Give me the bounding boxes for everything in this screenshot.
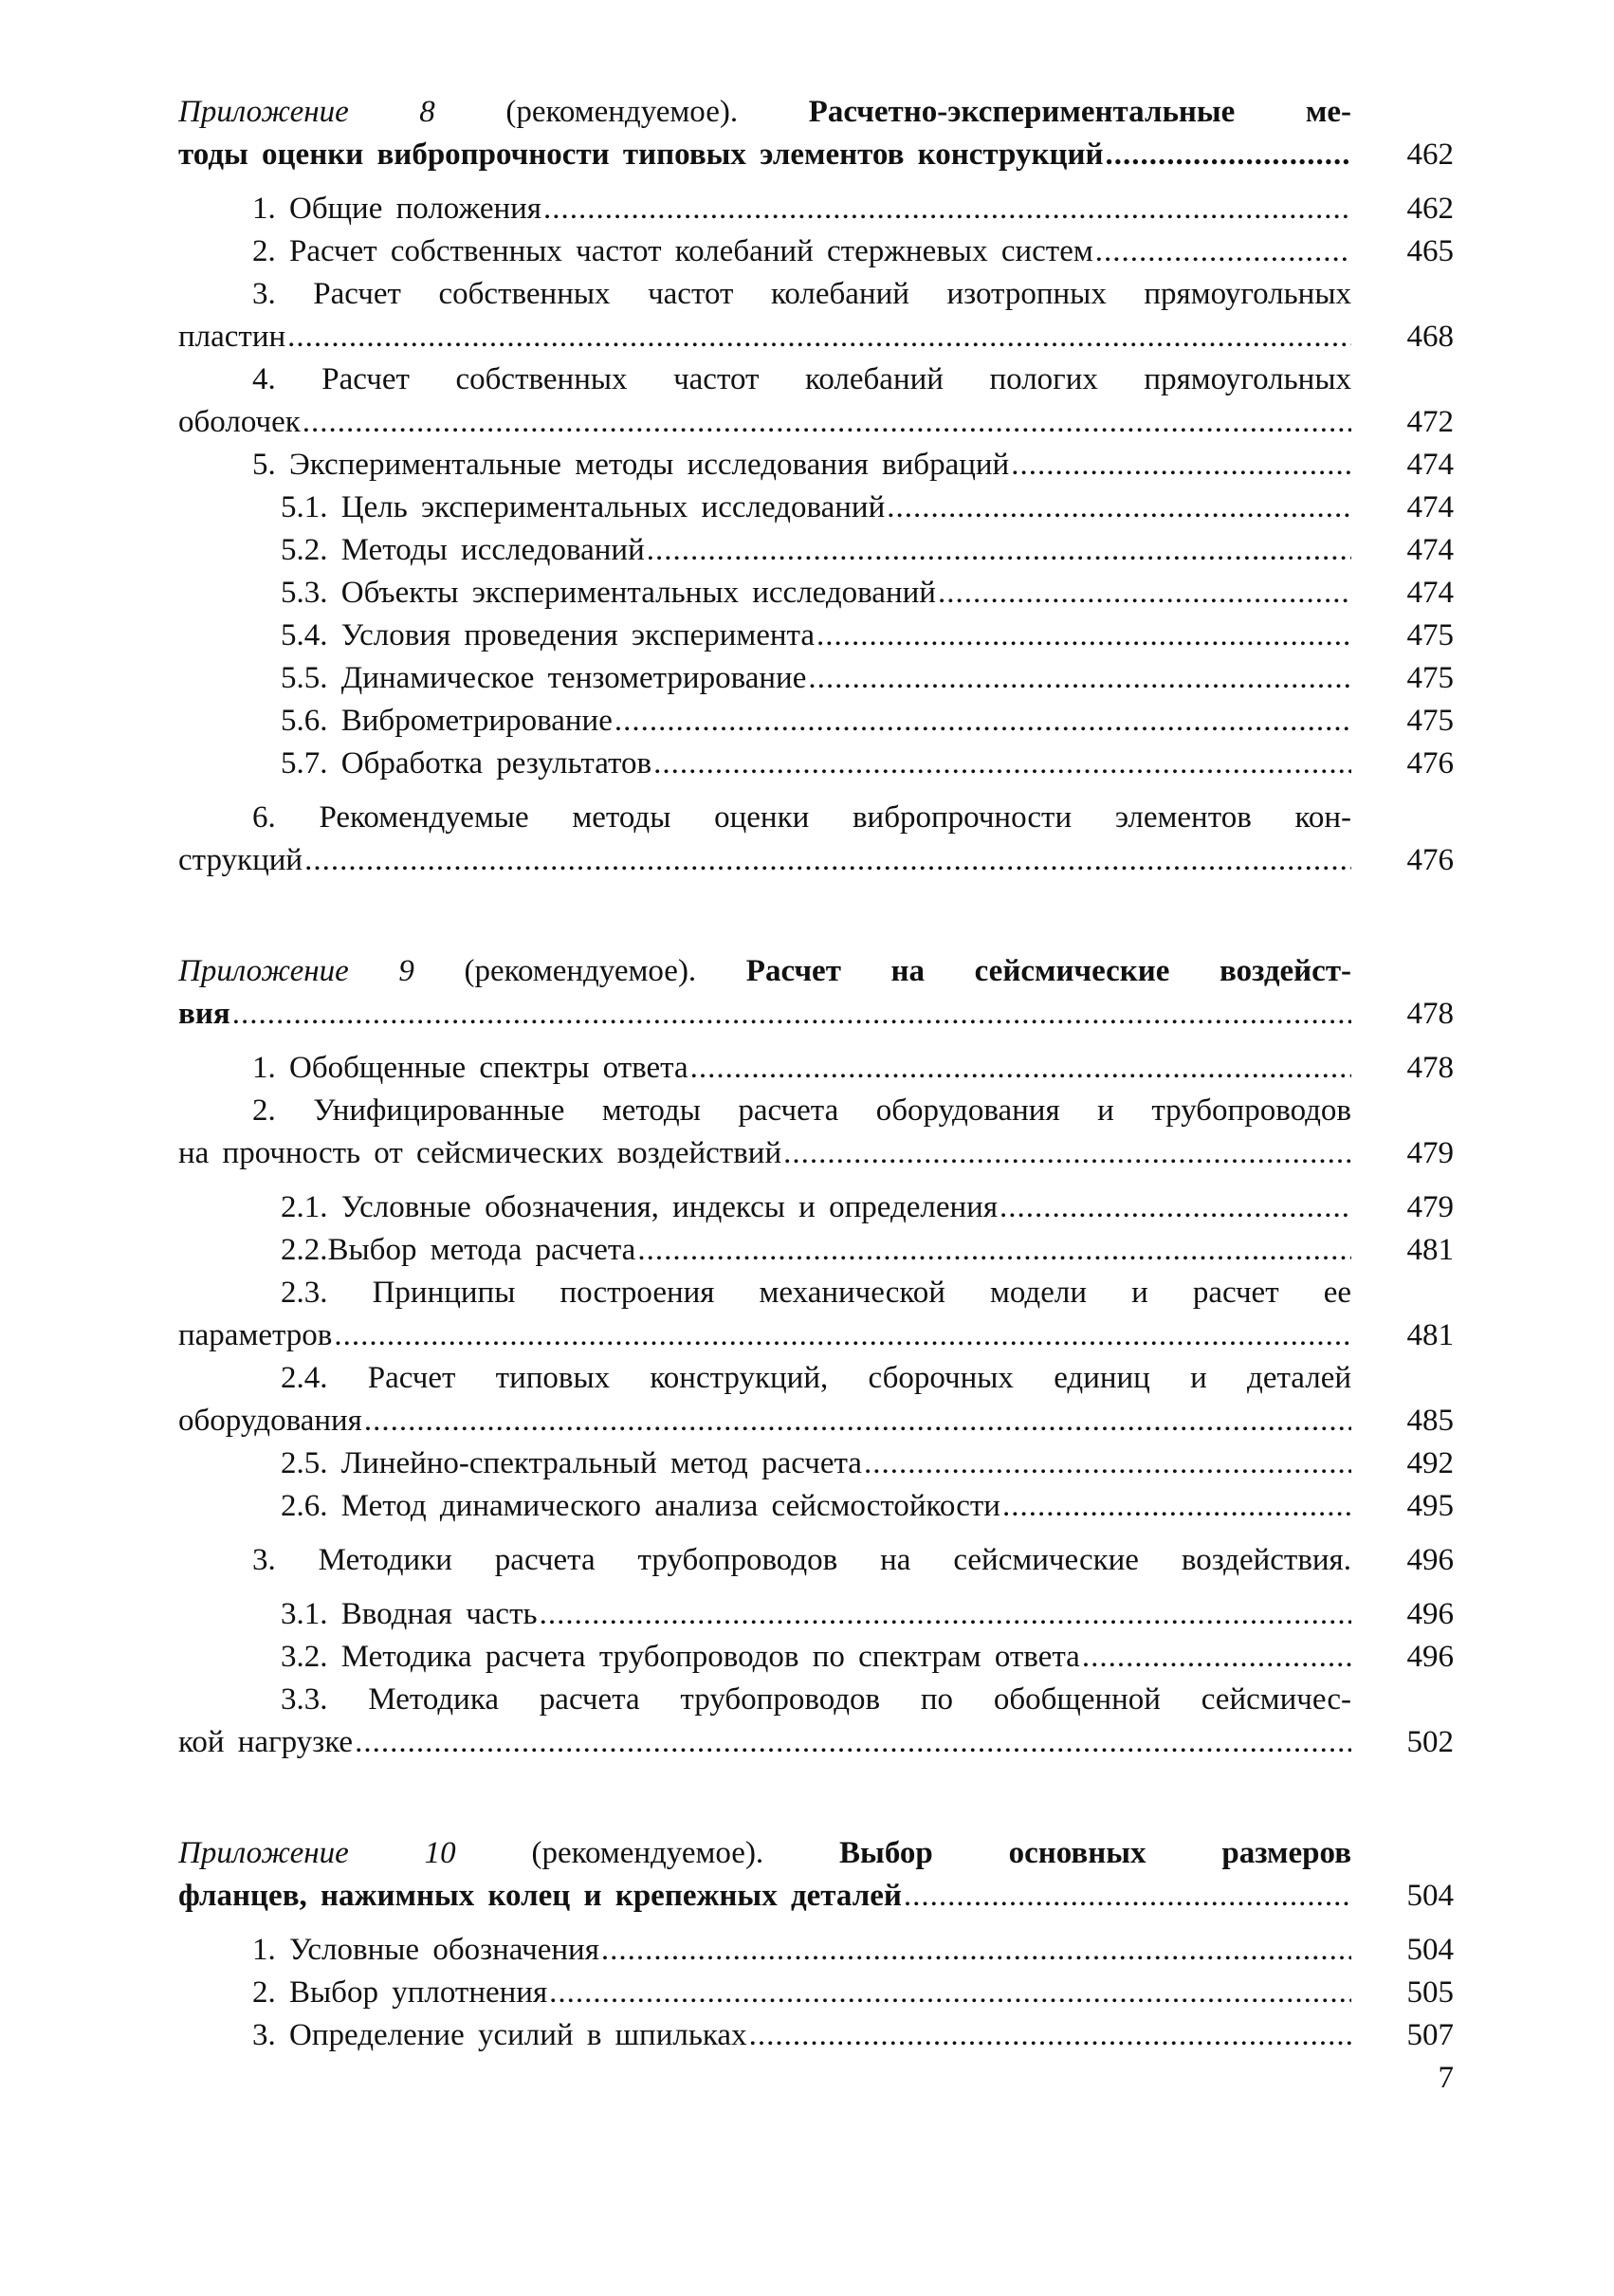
toc-entry-text: 3.1. Вводная часть	[281, 1597, 538, 1631]
toc-page-number: 472	[1406, 405, 1454, 439]
appendix-8-label: Приложение 8	[178, 95, 435, 129]
toc-page-number: 496	[1406, 1597, 1454, 1631]
toc-page-number: 481	[1406, 1318, 1454, 1352]
dot-leader	[1095, 230, 1351, 273]
toc-subentry	[178, 1229, 1454, 1272]
toc-entry-text: 5.7. Обработка результатов	[281, 746, 652, 781]
toc-entry	[178, 273, 1454, 316]
toc-page-number: 479	[1406, 1136, 1454, 1170]
toc-page-number: 504	[1406, 1933, 1454, 1967]
appendix-8-heading	[178, 91, 1454, 134]
toc-entry-text: 2.5. Линейно-спектральный метод расчета	[281, 1446, 862, 1480]
toc-entry-text: 2. Расчет собственных частот колебаний стержневых систем	[252, 234, 1093, 268]
toc-entry-text: 2.4. Расчет типовых конструкций, сборочных единиц и деталей	[281, 1361, 1351, 1395]
toc-entry-text: 3.2. Методика расчета трубопроводов по спектрам ответа	[281, 1640, 1080, 1674]
dot-leader	[816, 615, 1351, 657]
toc-page-number: 479	[1406, 1190, 1454, 1224]
toc-page-number: 476	[1406, 746, 1454, 781]
appendix-9-heading-cont	[178, 993, 1454, 1036]
appendix-8-title-line-2: тоды оценки вибропрочности типовых элементов конструкций	[178, 138, 1104, 172]
toc-entry-text: кой нагрузке	[178, 1725, 354, 1759]
toc-entry-text: 6. Рекомендуемые методы оценки вибропрочности элементов кон-	[252, 800, 1351, 835]
toc-entry-cont	[178, 316, 1454, 358]
toc-entry-text: 2.2.Выбор метода расчета	[281, 1233, 636, 1267]
toc-page-number: 475	[1406, 618, 1454, 652]
toc-subentry	[178, 1272, 1454, 1314]
dot-leader	[543, 188, 1351, 230]
toc-page-number: 475	[1406, 704, 1454, 738]
toc-subentry	[178, 1442, 1454, 1485]
dot-leader	[887, 487, 1351, 529]
toc-entry	[178, 2014, 1454, 2057]
dot-leader	[783, 1132, 1351, 1175]
page-number-row	[178, 2057, 1454, 2100]
toc-entry-text: 2.3. Принципы построения механической модели и расчет ее	[281, 1276, 1351, 1310]
toc-subentry	[178, 700, 1454, 743]
page-number: 7	[1438, 2061, 1454, 2095]
dot-leader	[808, 657, 1351, 700]
toc-subentry	[178, 1679, 1454, 1721]
toc-entry-text: 2. Выбор уплотнения	[252, 1975, 548, 2010]
toc-entry-text: оболочек	[178, 405, 301, 439]
table-of-contents	[178, 91, 1454, 2100]
appendix-10-title-line-1: Выбор основных размеров	[839, 1836, 1351, 1870]
toc-entry-text: струкций	[178, 843, 303, 877]
toc-entry	[178, 230, 1454, 273]
toc-page-number: 478	[1406, 1051, 1454, 1085]
dot-leader	[1000, 1186, 1351, 1229]
toc-entry-text: на прочность от сейсмических воздействий	[178, 1136, 782, 1170]
appendix-9-page: 478	[1406, 997, 1454, 1031]
appendix-9-label: Приложение 9	[178, 954, 414, 988]
dot-leader	[364, 1400, 1351, 1442]
dot-leader	[864, 1442, 1351, 1485]
toc-entry-text: оборудования	[178, 1404, 362, 1438]
toc-entry-text: 5.4. Условия проведения эксперимента	[281, 618, 816, 652]
appendix-10-title-line-2: фланцев, нажимных колец и крепежных деталей	[178, 1879, 902, 1913]
toc-entry	[178, 797, 1454, 839]
toc-entry-text: 5.3. Объекты экспериментальных исследований	[281, 576, 936, 610]
toc-subentry-cont	[178, 1400, 1454, 1442]
toc-page-number: 474	[1406, 490, 1454, 524]
toc-subentry	[178, 572, 1454, 615]
dot-leader	[355, 1721, 1351, 1764]
toc-subentry	[178, 1357, 1454, 1400]
toc-subentry	[178, 529, 1454, 572]
toc-entry-text: 5.1. Цель экспериментальных исследований	[281, 490, 886, 524]
dot-leader	[653, 743, 1351, 785]
appendix-8-heading-cont	[178, 134, 1454, 176]
toc-page-number: 496	[1406, 1543, 1454, 1577]
toc-page-number: 476	[1406, 843, 1454, 877]
toc-subentry	[178, 487, 1454, 529]
appendix-10-label: Приложение 10	[178, 1836, 456, 1870]
toc-entry-text: 4. Расчет собственных частот колебаний пологих прямоугольных	[252, 362, 1351, 396]
toc-subentry	[178, 1636, 1454, 1679]
dot-leader	[540, 1593, 1351, 1636]
toc-subentry	[178, 1186, 1454, 1229]
toc-entry-text: 1. Общие положения	[252, 192, 541, 226]
dot-leader	[938, 572, 1351, 615]
appendix-9-title-line-2: вия	[178, 997, 230, 1031]
toc-entry-text: 3. Методики расчета трубопроводов на сейсмические воздействия.	[252, 1543, 1351, 1577]
toc-entry-cont	[178, 1132, 1454, 1175]
toc-entry	[178, 1090, 1454, 1132]
dot-leader	[304, 839, 1351, 882]
toc-entry	[178, 1972, 1454, 2014]
dot-leader	[232, 993, 1351, 1036]
toc-entry	[178, 1539, 1454, 1582]
appendix-9-heading	[178, 950, 1454, 993]
toc-entry	[178, 188, 1454, 230]
dot-leader	[749, 2014, 1351, 2057]
toc-page-number: 475	[1406, 661, 1454, 695]
toc-page-number: 502	[1406, 1725, 1454, 1759]
dot-leader	[303, 401, 1351, 444]
toc-page-number: 505	[1406, 1975, 1454, 2010]
toc-page-number: 462	[1406, 192, 1454, 226]
toc-page-number: 468	[1406, 320, 1454, 354]
toc-entry-text: 2.1. Условные обозначения, индексы и определения	[281, 1190, 998, 1224]
toc-entry-text: 3. Расчет собственных частот колебаний изотропных прямоугольных	[252, 277, 1351, 311]
toc-entry-text: 1. Обобщенные спектры ответа	[252, 1051, 688, 1085]
dot-leader	[904, 1875, 1351, 1918]
toc-page-number: 496	[1406, 1640, 1454, 1674]
toc-subentry	[178, 743, 1454, 785]
toc-page-number: 495	[1406, 1489, 1454, 1523]
toc-entry-text: 3. Определение усилий в шпильках	[252, 2018, 747, 2052]
dot-leader	[601, 1929, 1351, 1972]
toc-entry-cont	[178, 401, 1454, 444]
toc-entry-text: 1. Условные обозначения	[252, 1933, 599, 1967]
toc-entry-text: 2. Унифицированные методы расчета оборудования и трубопроводов	[252, 1093, 1351, 1128]
appendix-8-title-line-1: Расчетно-экспериментальные ме-	[808, 95, 1351, 129]
dot-leader	[549, 1972, 1351, 2014]
toc-subentry	[178, 615, 1454, 657]
toc-entry-text: пластин	[178, 320, 286, 354]
appendix-8-note: (рекомендуемое).	[505, 95, 739, 129]
toc-entry-text: 3.3. Методика расчета трубопроводов по обобщенной сейсмичес-	[281, 1682, 1351, 1717]
appendix-10-heading-cont	[178, 1875, 1454, 1918]
dot-leader	[287, 316, 1351, 358]
dot-leader	[1011, 444, 1351, 487]
dot-leader	[647, 529, 1351, 572]
toc-entry-text: 2.6. Метод динамического анализа сейсмостойкости	[281, 1489, 1000, 1523]
toc-subentry-cont	[178, 1314, 1454, 1357]
toc-page-number: 492	[1406, 1446, 1454, 1480]
toc-subentry-cont	[178, 1721, 1454, 1764]
toc-entry-text: параметров	[178, 1318, 333, 1352]
toc-entry-text: 5.6. Виброметрирование	[281, 704, 613, 738]
appendix-10-page: 504	[1406, 1879, 1454, 1913]
toc-page-number: 485	[1406, 1404, 1454, 1438]
toc-subentry	[178, 1593, 1454, 1636]
toc-entry	[178, 1047, 1454, 1090]
dot-leader	[334, 1314, 1351, 1357]
dot-leader	[1002, 1485, 1351, 1528]
dot-leader	[1106, 134, 1352, 176]
toc-page-number: 474	[1406, 533, 1454, 567]
dot-leader	[1082, 1636, 1351, 1679]
toc-page-number: 465	[1406, 234, 1454, 268]
dot-leader	[637, 1229, 1351, 1272]
toc-page-number: 507	[1406, 2018, 1454, 2052]
toc-page-number: 474	[1406, 576, 1454, 610]
appendix-9-title-line-1: Расчет на сейсмические воздейст-	[745, 954, 1351, 988]
toc-entry	[178, 444, 1454, 487]
toc-page-number: 481	[1406, 1233, 1454, 1267]
dot-leader	[690, 1047, 1351, 1090]
dot-leader	[614, 700, 1351, 743]
toc-page-number: 474	[1406, 448, 1454, 482]
toc-entry-text: 5.2. Методы исследований	[281, 533, 645, 567]
appendix-9-note: (рекомендуемое).	[464, 954, 697, 988]
toc-entry	[178, 1929, 1454, 1972]
appendix-10-note: (рекомендуемое).	[531, 1836, 764, 1870]
appendix-8-page: 462	[1406, 138, 1454, 172]
appendix-10-heading	[178, 1832, 1454, 1875]
toc-entry-cont	[178, 839, 1454, 882]
toc-entry-text: 5.5. Динамическое тензометрирование	[281, 661, 807, 695]
toc-subentry	[178, 1485, 1454, 1528]
toc-entry	[178, 358, 1454, 401]
toc-entry-text: 5. Экспериментальные методы исследования вибраций	[252, 448, 1010, 482]
toc-subentry	[178, 657, 1454, 700]
